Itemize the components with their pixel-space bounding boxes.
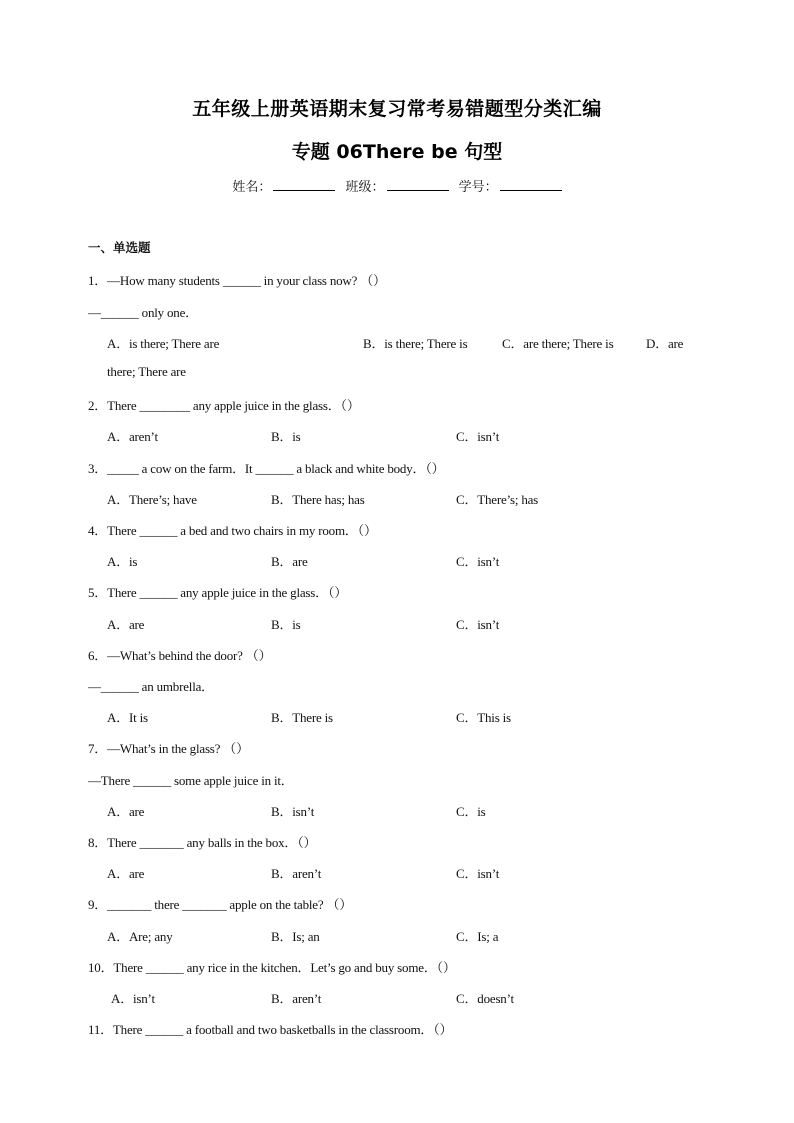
question-1-option-c[interactable]: C．are there; There is	[502, 336, 614, 351]
worksheet-subtitle: 专题 06There be 句型	[291, 141, 503, 163]
question-2-option-b[interactable]: B．is	[271, 429, 301, 444]
question-5-stem: 5．There ______ any apple juice in the glass．（）	[88, 585, 348, 600]
class-label: 班级：	[345, 180, 385, 195]
question-3-stem: 3．_____ a cow on the farm．It ______ a black and white body．（）	[88, 461, 445, 476]
question-3-option-c[interactable]: C．There’s; has	[456, 492, 539, 507]
question-4-stem: 4．There ______ a bed and two chairs in my room．（）	[88, 523, 377, 538]
class-field[interactable]	[345, 180, 448, 195]
question-7-stem: 7．—What’s in the glass? （）	[88, 741, 249, 756]
question-1-option-a[interactable]: A．is there; There are	[107, 336, 220, 351]
question-6-stem-line2: —______ an umbrella．	[88, 679, 214, 694]
question-10-option-b[interactable]: B．aren’t	[271, 991, 322, 1006]
question-8-option-b[interactable]: B．aren’t	[271, 866, 322, 881]
question-2-option-c[interactable]: C．isn’t	[456, 429, 500, 444]
name-label: 姓名：	[232, 180, 272, 195]
question-5-option-b[interactable]: B．is	[271, 617, 301, 632]
question-6-option-c[interactable]: C．This is	[456, 710, 511, 725]
question-1-option-d-continued: there; There are	[107, 364, 186, 379]
question-1-option-d[interactable]: D．are	[646, 336, 684, 351]
student-info-row	[0, 176, 794, 195]
question-4-option-c[interactable]: C．isn’t	[456, 554, 500, 569]
name-blank	[273, 178, 335, 191]
question-4-option-b[interactable]: B．are	[271, 554, 308, 569]
section-title: 一、单选题	[88, 240, 151, 255]
question-10-option-a[interactable]: A．isn’t	[111, 991, 155, 1006]
question-9-option-a[interactable]: A．Are; any	[107, 929, 173, 944]
question-1-stem-line2: —______ only one．	[88, 305, 198, 320]
question-3-option-b[interactable]: B．There has; has	[271, 492, 365, 507]
student-number-field[interactable]	[459, 180, 562, 195]
question-8-option-c[interactable]: C．isn’t	[456, 866, 500, 881]
name-field[interactable]	[232, 180, 335, 195]
question-9-stem: 9．_______ there _______ apple on the table? （）	[88, 897, 353, 912]
question-7-stem-line2: —There ______ some apple juice in it．	[88, 773, 294, 788]
question-6-option-a[interactable]: A．It is	[107, 710, 148, 725]
question-1-option-b[interactable]: B．is there; There is	[363, 336, 468, 351]
question-7-option-c[interactable]: C．is	[456, 804, 486, 819]
question-7-option-b[interactable]: B．isn’t	[271, 804, 315, 819]
class-blank	[387, 178, 449, 191]
worksheet-title: 五年级上册英语期末复习常考易错题型分类汇编	[192, 98, 602, 120]
question-4-option-a[interactable]: A．is	[107, 554, 138, 569]
question-8-stem: 8．There _______ any balls in the box．（）	[88, 835, 317, 850]
question-8-option-a[interactable]: A．are	[107, 866, 145, 881]
question-6-option-b[interactable]: B．There is	[271, 710, 333, 725]
question-11-stem: 11．There ______ a football and two basketballs in the classroom．（）	[88, 1022, 453, 1037]
question-3-option-a[interactable]: A．There’s; have	[107, 492, 197, 507]
student-number-label: 学号：	[458, 180, 498, 195]
question-5-option-c[interactable]: C．isn’t	[456, 617, 500, 632]
question-2-stem: 2．There ________ any apple juice in the glass．（）	[88, 398, 360, 413]
question-2-option-a[interactable]: A．aren’t	[107, 429, 158, 444]
question-5-option-a[interactable]: A．are	[107, 617, 145, 632]
question-7-option-a[interactable]: A．are	[107, 804, 145, 819]
student-number-blank	[500, 178, 562, 191]
question-10-stem: 10．There ______ any rice in the kitchen．Let’s go and buy some．（）	[88, 960, 456, 975]
question-1-stem: 1．—How many students ______ in your class now? （）	[88, 273, 386, 288]
question-6-stem: 6．—What’s behind the door? （）	[88, 648, 272, 663]
question-9-option-c[interactable]: C．Is; a	[456, 929, 499, 944]
question-10-option-c[interactable]: C．doesn’t	[456, 991, 514, 1006]
question-9-option-b[interactable]: B．Is; an	[271, 929, 320, 944]
